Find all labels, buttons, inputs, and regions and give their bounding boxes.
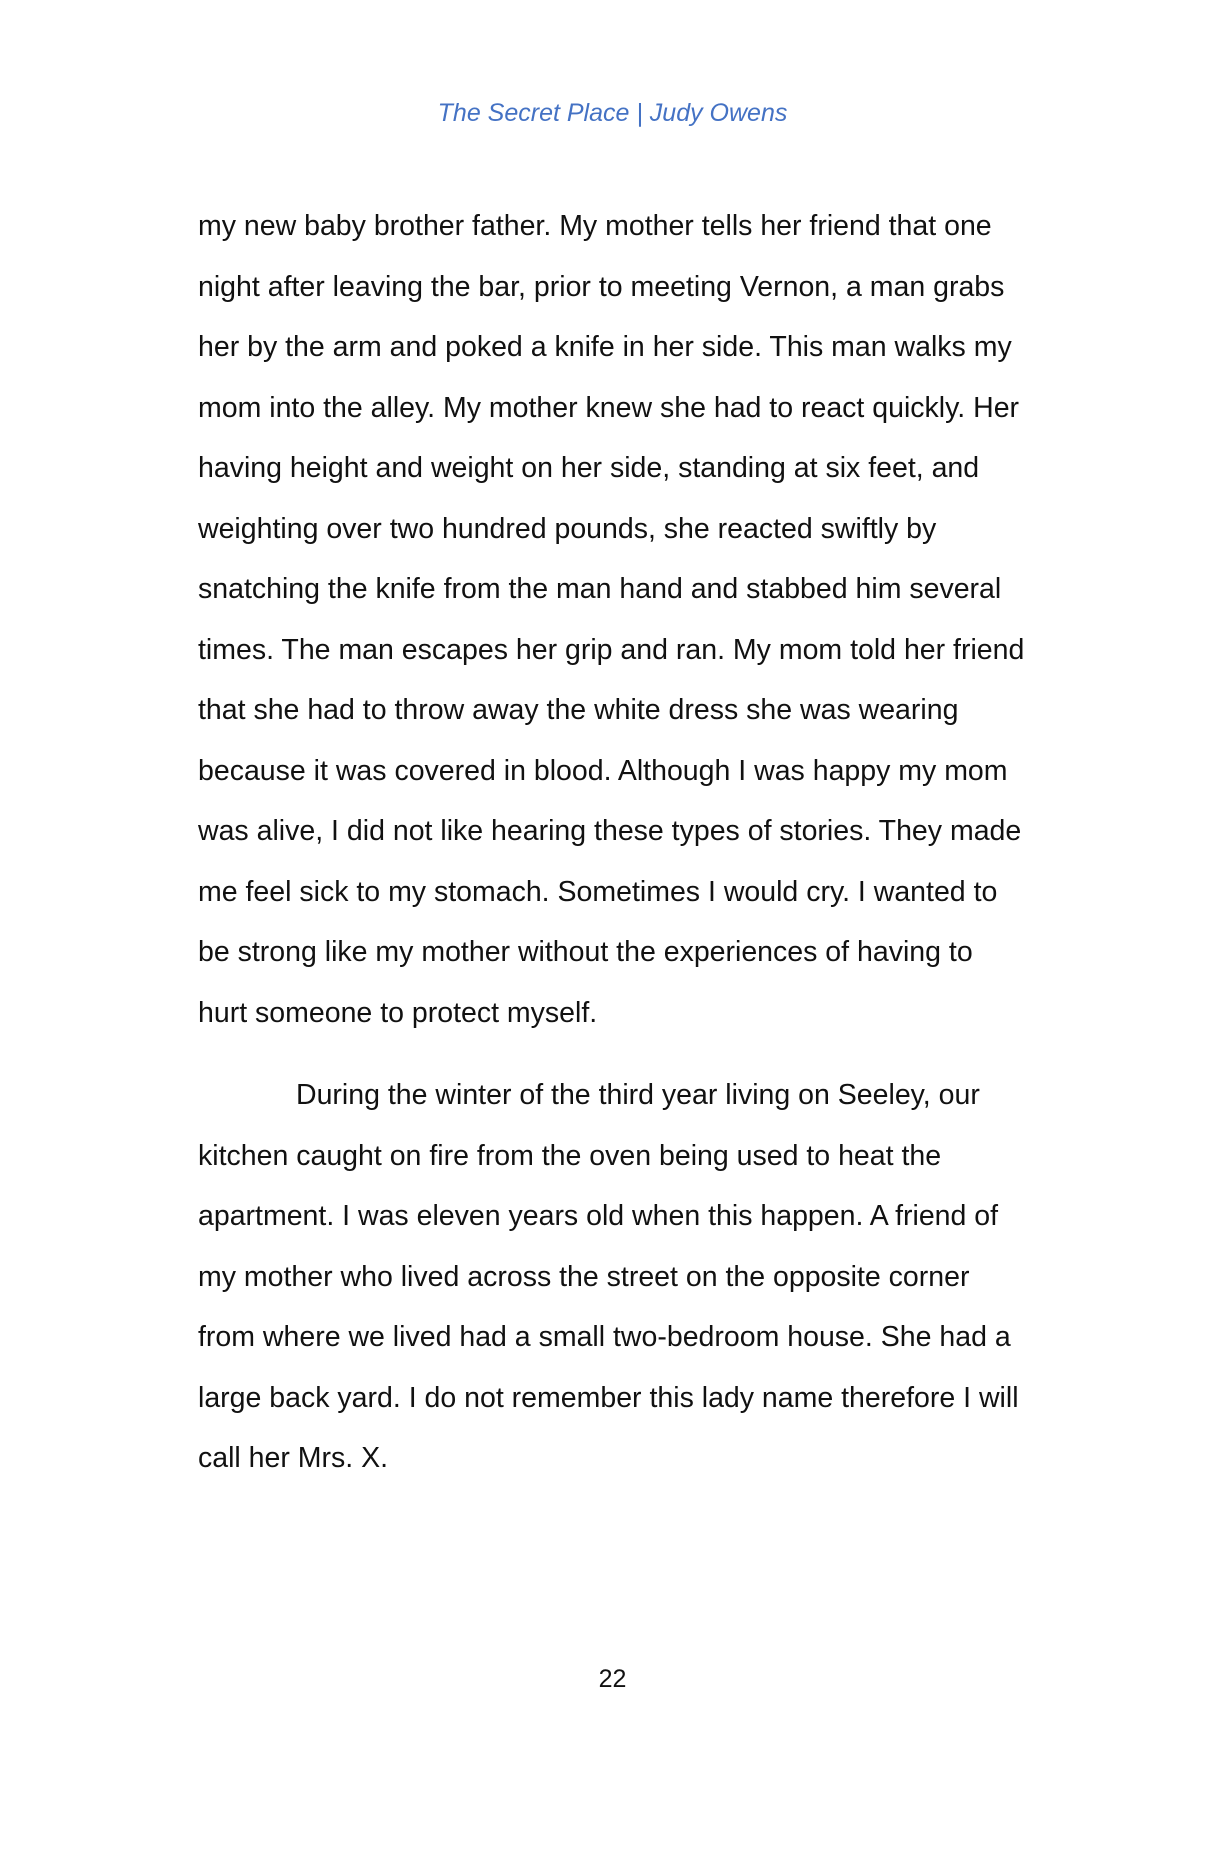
paragraph-new: During the winter of the third year living on Seeley, our kitchen caught on fire from the oven being used to heat the apartment. I was eleven years old when this happen. A friend of my mother who lived across the street on the opposite corner from where we lived had a small two-bedroom house. She had a large back yard. I do not remember this lady name therefore I will call her Mrs. X. <box>198 1079 1019 1474</box>
page-number: 22 <box>598 1665 627 1693</box>
paragraph-continued: my new baby brother father. My mother tells her friend that one night after leaving the bar, prior to meeting Vernon, a man grabs her by the arm and poked a knife in her side. This man walks my mom into the alley. My mother knew she had to react quickly. Her having height and weight on her side, standing at six feet, and weighting over two hundred pounds, she reacted swiftly by snatching the knife from the man hand and stabbed him several times. The man escapes her grip and ran. My mom told her friend that she had to throw away the white dress she was wearing because it was covered in blood. Although I was happy my mom was alive, I did not like hearing these types of stories. They made me feel sick to my stomach. Sometimes I would cry. I wanted to be strong like my mother without the experiences of having to hurt someone to protect myself. <box>198 210 1025 1029</box>
running-header: The Secret Place | Judy Owens <box>437 99 788 127</box>
body-text <box>198 196 1028 1489</box>
